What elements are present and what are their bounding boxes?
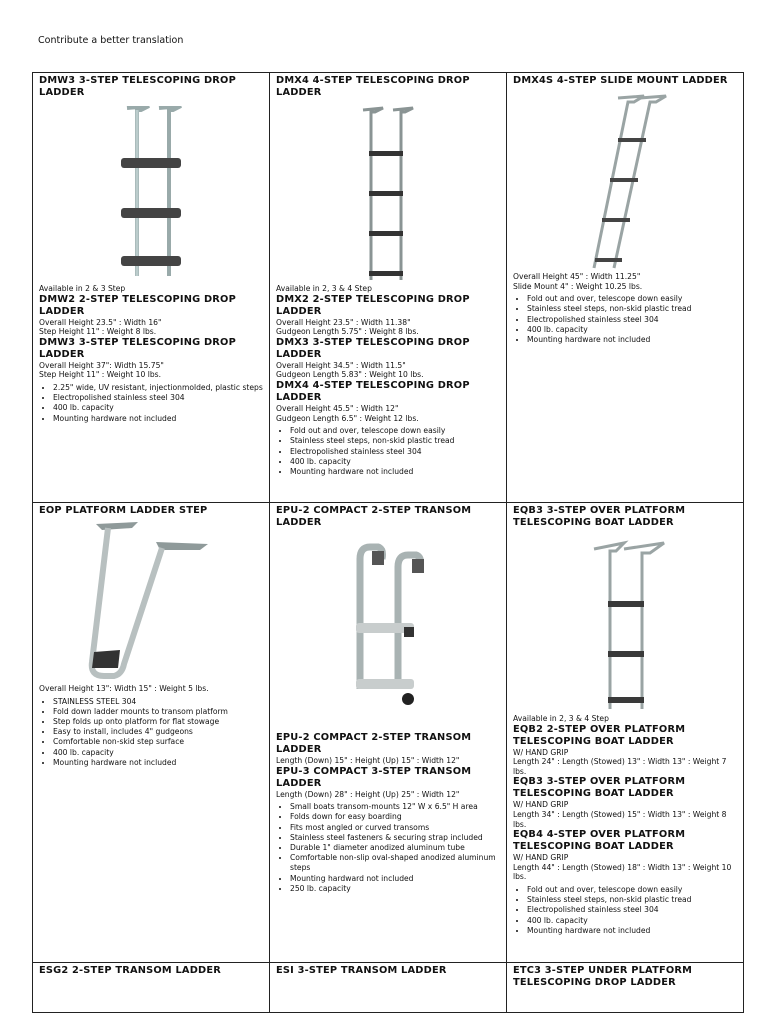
list-item: • Electropolished stainless steel 304 (527, 905, 737, 915)
product-title: DMX4S 4-STEP SLIDE MOUNT LADDER (513, 75, 728, 86)
list-item: • Small boats transom-mounts 12" W x 6.5" H area (290, 802, 500, 812)
list-item: • 400 lb. capacity (290, 457, 500, 467)
variant-title: DMX4 4-STEP TELESCOPING DROP LADDER (276, 379, 470, 403)
ladder-image (39, 517, 263, 682)
spec-line: Length 44" : Length (Stowed) 18" : Width 13" : Weight 10 lbs. (513, 862, 732, 882)
variant-title: DMX3 3-STEP TELESCOPING DROP LADDER (276, 336, 470, 360)
feature-list (39, 383, 263, 424)
feature-list (276, 426, 500, 477)
variant-title: EQB4 4-STEP OVER PLATFORM TELESCOPING BOAT LADDER (513, 829, 686, 853)
list-item: • 400 lb. capacity (527, 325, 737, 335)
list-item: • 400 lb. capacity (53, 748, 263, 758)
table-row (33, 73, 744, 503)
spec-line: Overall Height 37": Width 15.75" (39, 360, 164, 370)
list-item: • Easy to install, includes 4" gudgeons (53, 727, 263, 737)
list-item: • 400 lb. capacity (53, 403, 263, 413)
spec-line: Overall Height 45" : Width 11.25" (513, 272, 641, 281)
product-cell-eop (33, 503, 270, 963)
spec-line: Gudgeon Length 5.83" : Weight 10 lbs. (276, 370, 424, 380)
ladder-image (276, 99, 500, 284)
list-item: • Stainless steel steps, non-skid plastic tread (527, 304, 737, 314)
list-item: • Mounting hardward not included (290, 874, 500, 884)
list-item: • Comfortable non-slip oval-shaped anodized aluminum steps (290, 853, 500, 873)
feature-list (513, 294, 737, 345)
spec-line: Step Height 11" : Weight 8 lbs. (39, 327, 157, 337)
feature-list (276, 802, 500, 894)
variant-title: EPU-2 COMPACT 2-STEP TRANSOM LADDER (276, 732, 472, 755)
ladder-image (513, 529, 737, 714)
list-item: • 400 lb. capacity (527, 916, 737, 926)
hand-grip-label: W/ HAND GRIP (513, 853, 569, 863)
product-title: DMX4 4-STEP TELESCOPING DROP LADDER (276, 75, 470, 98)
list-item: • Electropolished stainless steel 304 (290, 447, 500, 457)
list-item: • Mounting hardware not included (53, 414, 263, 424)
spec-line: Length (Down) 15" : Height (Up) 15" : Width 12" (276, 756, 460, 765)
list-item: • Folds down for easy boarding (290, 812, 500, 822)
list-item: • Stainless steel steps, non-skid plastic tread (290, 436, 500, 446)
product-title: EPU-2 COMPACT 2-STEP TRANSOM LADDER (276, 505, 472, 528)
list-item: • 250 lb. capacity (290, 884, 500, 894)
product-cell-etc3 (507, 963, 744, 1013)
spec-line: Overall Height 13": Width 15" : Weight 5 lbs. (39, 684, 209, 693)
spec-line: Gudgeon Length 5.75" : Weight 8 lbs. (276, 327, 419, 337)
list-item: • Stainless steel steps, non-skid plastic tread (527, 895, 737, 905)
list-item: • Fold out and over, telescope down easily (290, 426, 500, 436)
availability-text: Available in 2, 3 & 4 Step (513, 714, 609, 723)
product-cell-esi (270, 963, 507, 1013)
list-item: • Fits most angled or curved transoms (290, 823, 500, 833)
list-item: • Mounting hardware not included (290, 467, 500, 477)
spec-line: Overall Height 23.5" : Width 11.38" (276, 317, 411, 327)
ladder-image (39, 99, 263, 284)
ladder-image (513, 87, 737, 272)
ladder-image (276, 529, 500, 714)
feature-list (39, 697, 263, 768)
list-item: • Step folds up onto platform for flat stowage (53, 717, 263, 727)
contribute-translation-link[interactable]: Contribute a better translation (38, 35, 184, 46)
list-item: • Electropolished stainless steel 304 (53, 393, 263, 403)
spec-line: Overall Height 23.5" : Width 16" (39, 317, 162, 327)
spec-line: Overall Height 45.5" : Width 12" (276, 403, 399, 413)
hand-grip-label: W/ HAND GRIP (513, 747, 569, 757)
list-item: • Durable 1" diameter anodized aluminum tube (290, 843, 500, 853)
variant-title: EQB2 2-STEP OVER PLATFORM TELESCOPING BOAT LADDER (513, 723, 686, 747)
availability-text: Available in 2, 3 & 4 Step (276, 284, 372, 293)
variant-title: DMW3 3-STEP TELESCOPING DROP LADDER (39, 336, 236, 360)
list-item: • Mounting hardware not included (527, 926, 737, 936)
availability-text: Available in 2 & 3 Step (39, 284, 126, 293)
spec-line: Gudgeon Length 6.5" : Weight 12 lbs. (276, 413, 419, 423)
product-title: EOP PLATFORM LADDER STEP (39, 505, 208, 516)
product-title: ESI 3-STEP TRANSOM LADDER (276, 965, 447, 976)
product-cell-esg2 (33, 963, 270, 1013)
list-item: • 2.25" wide, UV resistant, injectionmolded, plastic steps (53, 383, 263, 393)
variant-title: EPU-3 COMPACT 3-STEP TRANSOM LADDER (276, 765, 472, 789)
spec-line: Step Height 11" : Weight 10 lbs. (39, 370, 162, 380)
variant-title: DMW2 2-STEP TELESCOPING DROP LADDER (39, 293, 236, 317)
spec-line: Overall Height 34.5" : Width 11.5" (276, 360, 406, 370)
product-title: ETC3 3-STEP UNDER PLATFORM TELESCOPING DROP LADDER (513, 965, 693, 988)
product-title: DMW3 3-STEP TELESCOPING DROP LADDER (39, 75, 236, 98)
hand-grip-label: W/ HAND GRIP (513, 800, 569, 810)
product-cell-dmx4s (507, 73, 744, 503)
list-item: • Fold out and over, telescope down easily (527, 885, 737, 895)
variant-title: DMX2 2-STEP TELESCOPING DROP LADDER (276, 293, 470, 317)
variant-title: EQB3 3-STEP OVER PLATFORM TELESCOPING BOAT LADDER (513, 776, 686, 800)
list-item: • Electropolished stainless steel 304 (527, 315, 737, 325)
product-title: EQB3 3-STEP OVER PLATFORM TELESCOPING BOAT LADDER (513, 505, 686, 528)
table-row (33, 963, 744, 1013)
list-item: • Mounting hardware not included (527, 335, 737, 345)
list-item: • Fold down ladder mounts to transom platform (53, 707, 263, 717)
list-item: • Fold out and over, telescope down easily (527, 294, 737, 304)
product-cell-epu2 (270, 503, 507, 963)
product-cell-dmw3 (33, 73, 270, 503)
product-table (32, 72, 744, 1013)
list-item: • Mounting hardware not included (53, 758, 263, 768)
product-cell-dmx4 (270, 73, 507, 503)
list-item: • Comfortable non-skid step surface (53, 737, 263, 747)
list-item: • STAINLESS STEEL 304 (53, 697, 263, 707)
spec-line: Length (Down) 28" : Height (Up) 25" : Width 12" (276, 789, 460, 799)
spec-line: Length 34" : Length (Stowed) 15" : Width 13" : Weight 8 lbs. (513, 809, 727, 829)
spec-line: Slide Mount 4" : Weight 10.25 lbs. (513, 281, 643, 291)
spec-line: Length 24" : Length (Stowed) 13" : Width 13" : Weight 7 lbs. (513, 757, 727, 776)
product-cell-eqb3 (507, 503, 744, 963)
product-title: ESG2 2-STEP TRANSOM LADDER (39, 965, 221, 976)
list-item: • Stainless steel fasteners & securing strap included (290, 833, 500, 843)
table-row (33, 503, 744, 963)
feature-list (513, 885, 737, 936)
